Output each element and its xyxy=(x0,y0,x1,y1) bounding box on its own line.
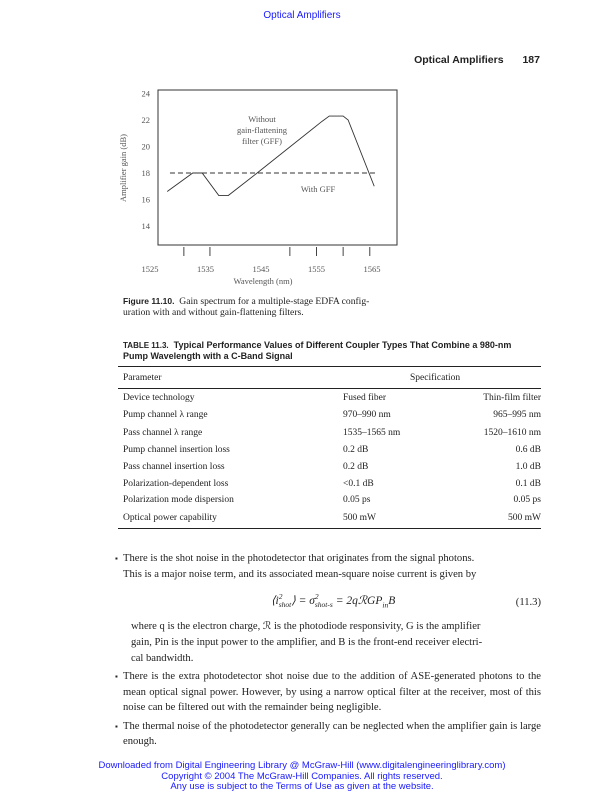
y-tick-label: 20 xyxy=(141,141,150,152)
y-tick-label: 16 xyxy=(141,194,150,205)
equation-number: (11.3) xyxy=(515,597,541,608)
cell-parameter: Optical power capability xyxy=(123,513,217,523)
cell-thin-film-filter: 1520–1610 nm xyxy=(483,428,541,438)
figure-caption xyxy=(123,296,369,318)
figure-label: Figure 11.10. xyxy=(123,296,175,306)
cell-fused-fiber: 0.05 ps xyxy=(343,495,371,505)
text-line: cal bandwidth. xyxy=(131,653,194,664)
text-paragraph: There is the extra photodetector shot noise due to the addition of ASE-generated photons to the mean optical signal power. However, by using a narrow optical filter at the receiver, most of this noise can be filtered out with the remainder being negligible. xyxy=(123,671,541,713)
x-tick-label: 1535 xyxy=(197,264,214,274)
cell-fused-fiber: 1535–1565 nm xyxy=(343,428,401,438)
bullet-shot-noise xyxy=(115,551,541,583)
y-tick-label: 22 xyxy=(141,115,150,125)
text-paragraph: The thermal noise of the photodetector generally can be neglected when the amplifier gain is large enough. xyxy=(123,720,541,747)
x-tick-label: 1565 xyxy=(363,264,381,274)
cell-parameter: Pass channel λ range xyxy=(123,428,203,438)
footer xyxy=(0,761,604,793)
cell-parameter: Polarization mode dispersion xyxy=(123,495,234,505)
cell-thin-film-filter: 965–995 nm xyxy=(493,410,541,420)
bullet-ase-shot-noise xyxy=(115,669,541,716)
cell-parameter: Polarization-dependent loss xyxy=(123,479,229,489)
table-label: TABLE 11.3. xyxy=(123,341,169,350)
cell-parameter: Pump channel insertion loss xyxy=(123,445,230,455)
cell-thin-film-filter: 500 mW xyxy=(508,513,541,523)
cell-parameter: Device technology xyxy=(123,393,195,403)
table-top-rule xyxy=(118,366,541,367)
top-banner: Optical Amplifiers xyxy=(263,10,341,21)
annotation-without-2: gain-flattening xyxy=(236,125,288,135)
table-header-rule xyxy=(118,388,541,389)
bullet-icon: ▪ xyxy=(115,672,118,681)
cell-thin-film-filter: 0.1 dB xyxy=(515,479,541,489)
cell-thin-film-filter: 0.6 dB xyxy=(515,445,541,455)
y-tick-label: 24 xyxy=(141,88,150,99)
cell-fused-fiber: Fused fiber xyxy=(343,393,387,403)
table-title xyxy=(123,340,511,362)
annotation-without-1: Without xyxy=(248,114,276,124)
cell-thin-film-filter: 0.05 ps xyxy=(513,495,541,505)
table-title-line-1: Typical Performance Values of Different Coupler Types That Combine a 980-nm xyxy=(173,340,512,350)
text-line: gain, Pin is the input power to the amplifier, and B is the front-end receiver electri- xyxy=(131,637,483,648)
running-head-title: Optical Amplifiers xyxy=(414,54,504,66)
x-tick-label: 1525 xyxy=(141,264,159,274)
x-axis-label: Wavelength (nm) xyxy=(233,276,293,286)
footer-copyright: Copyright © 2004 The McGraw-Hill Companies. All rights reserved. xyxy=(161,770,443,782)
column-header-parameter: Parameter xyxy=(123,373,162,383)
figure-caption-text: Gain spectrum for a multiple-stage EDFA config- xyxy=(179,296,370,307)
bullet-icon: ▪ xyxy=(115,554,118,563)
bullet-icon: ▪ xyxy=(115,721,118,731)
text-line: This is a major noise term, and its associated mean-square noise current is given by xyxy=(123,569,477,580)
equation: ⟨i 2 shot ⟩ = σ 2 shot-s = 2qℛGP$_{in}$B xyxy=(271,592,396,610)
cell-fused-fiber: 0.2 dB xyxy=(343,462,369,472)
footer-terms-link[interactable]: Any use is subject to the Terms of Use as given at the website. xyxy=(170,781,434,792)
text-line: There is the shot noise in the photodetector that originates from the signal photons. xyxy=(123,553,475,564)
table-bottom-rule xyxy=(118,528,541,529)
cell-parameter: Pump channel λ range xyxy=(123,410,208,420)
column-header-specification: Specification xyxy=(410,373,461,383)
cell-fused-fiber: 970–990 nm xyxy=(343,410,391,420)
annotation-without-3: filter (GFF) xyxy=(242,136,282,146)
annotation-with: With GFF xyxy=(300,184,336,194)
x-tick-label: 1555 xyxy=(308,264,325,274)
plot-frame xyxy=(158,90,397,245)
footer-download-link[interactable]: Downloaded from Digital Engineering Library @ McGraw-Hill (www.digitalengineeringlibrary.com) xyxy=(98,760,506,771)
figure-caption-text-2: uration with and without gain-flattening filters. xyxy=(123,307,304,318)
gain-spectrum-chart xyxy=(0,0,604,300)
cell-fused-fiber: 0.2 dB xyxy=(343,445,369,455)
equation-explanation xyxy=(131,619,541,667)
equation-row xyxy=(123,587,541,617)
bullet-thermal-noise xyxy=(115,719,541,750)
y-tick-label: 14 xyxy=(141,221,150,231)
cell-parameter: Pass channel insertion loss xyxy=(123,462,225,472)
y-axis-label: Amplifier gain (dB) xyxy=(118,134,128,202)
table-title-line-2: Pump Wavelength with a C-Band Signal xyxy=(123,351,293,361)
y-tick-label: 18 xyxy=(141,168,150,178)
cell-fused-fiber: <0.1 dB xyxy=(343,479,374,489)
cell-thin-film-filter: Thin-film filter xyxy=(483,393,541,403)
body-text xyxy=(115,551,541,750)
cell-thin-film-filter: 1.0 dB xyxy=(515,462,541,472)
cell-fused-fiber: 500 mW xyxy=(343,513,376,523)
page-number: 187 xyxy=(522,54,540,66)
text-line: where q is the electron charge, ℛ is the photodiode responsivity, G is the amplifier xyxy=(131,621,481,632)
x-tick-label: 1545 xyxy=(252,264,270,274)
